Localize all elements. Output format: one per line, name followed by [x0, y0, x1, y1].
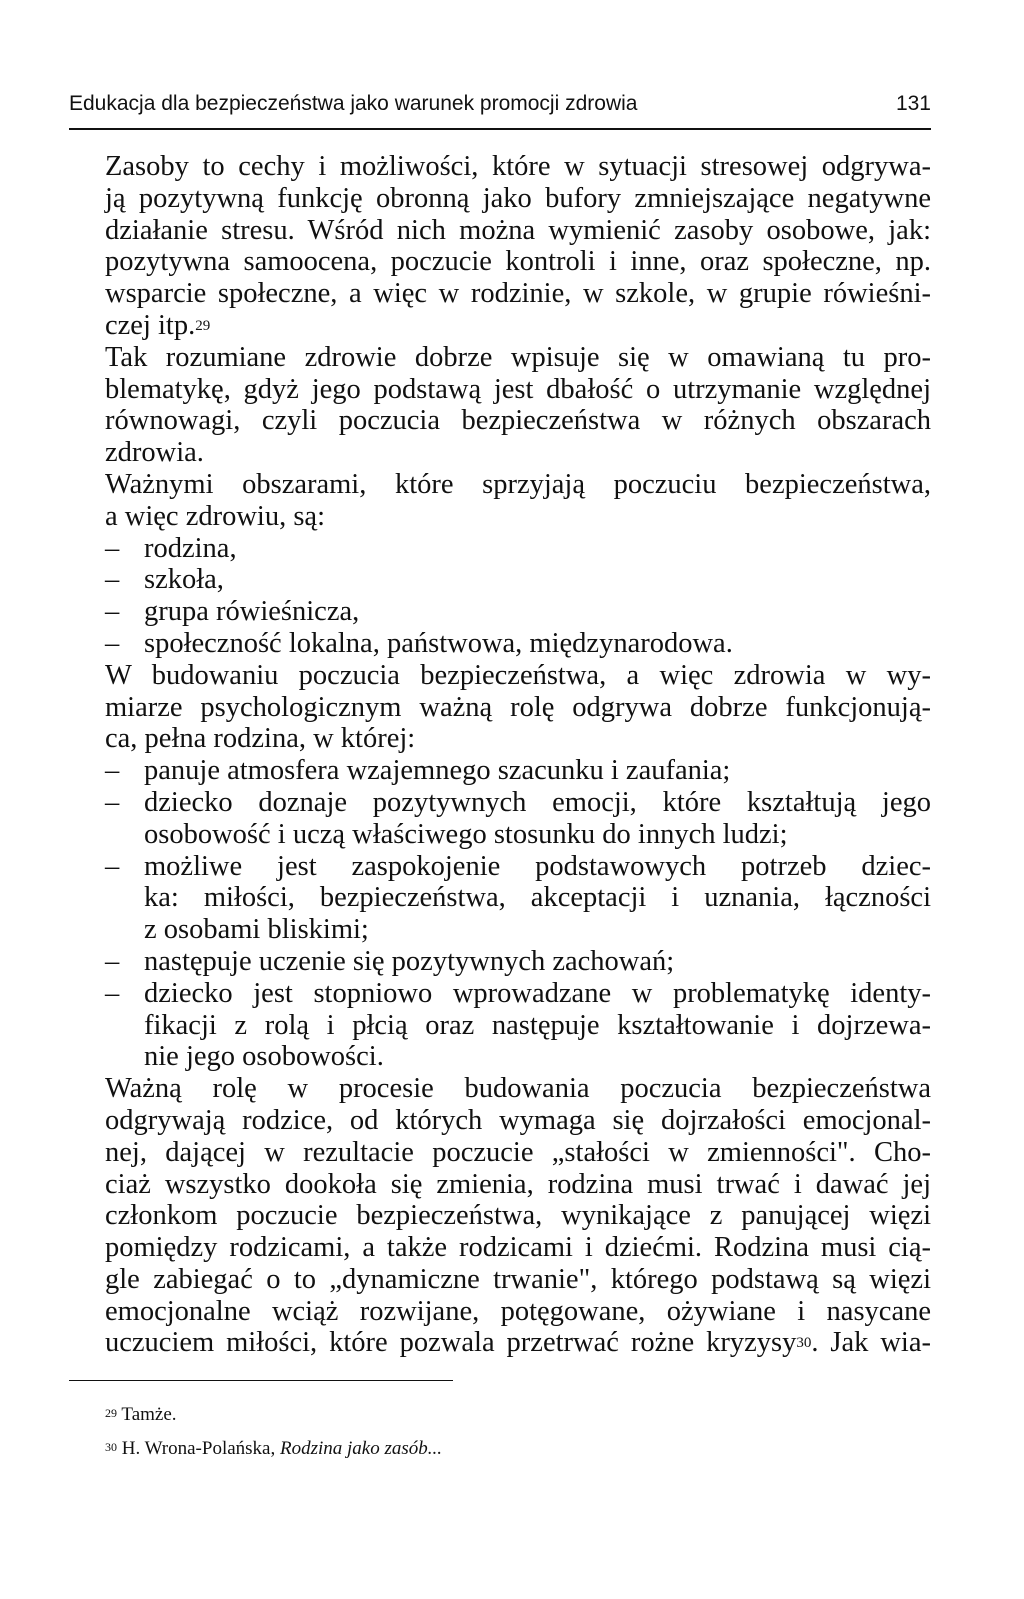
list-item — [69, 851, 931, 946]
page-header — [69, 90, 931, 130]
text-line: członkom poczucie bezpieczeństwa, wynikające z panującej więzi — [105, 1200, 931, 1232]
text-line: zdrowia. — [105, 437, 204, 469]
footnote-title: Rodzina jako zasób... — [280, 1438, 443, 1459]
text-line: Tak rozumiane zdrowie dobrze wpisuje się w omawianą tu pro- — [105, 341, 931, 373]
bullet-list — [69, 755, 931, 1073]
list-item-text: następuje uczenie się pozytywnych zachowań; — [144, 945, 675, 977]
footnote-text: Tamże. — [121, 1404, 177, 1425]
footnote-text: H. Wrona-Polańska, — [121, 1438, 280, 1459]
footnote-reference: 29 — [195, 317, 211, 334]
text-line: równowagi, czyli poczucia bezpieczeństwa w różnych obszarach — [105, 405, 931, 437]
page-number: 131 — [895, 92, 931, 115]
bullet-list — [69, 533, 931, 660]
text-line: nej, dającej w rezultacie poczucie „stałości w zmienności". Cho- — [105, 1136, 931, 1168]
paragraph — [69, 469, 931, 533]
paragraph — [69, 1073, 931, 1359]
text-line: blematykę, gdyż jego podstawą jest dbałość o utrzymanie względnej — [105, 373, 931, 405]
list-item-text: szkoła, — [144, 564, 224, 596]
text-line: Ważnymi obszarami, które sprzyjają poczuciu bezpieczeństwa, — [105, 468, 931, 500]
footnote — [105, 1432, 442, 1466]
dash-bullet: – — [105, 755, 120, 787]
dash-bullet: – — [105, 786, 120, 818]
list-item — [69, 787, 931, 851]
list-item-text: dziecko doznaje pozytywnych emocji, które kształtują jego — [144, 786, 931, 818]
paragraph — [69, 660, 931, 755]
paragraph — [69, 342, 931, 469]
text-line: wsparcie społeczne, a więc w rodzinie, w szkole, w grupie rówieśni- — [105, 278, 931, 310]
list-item-text: ka: miłości, bezpieczeństwa, akceptacji i uznania, łączności — [144, 882, 931, 914]
list-item-text: rodzina, — [144, 532, 237, 564]
running-title: Edukacja dla bezpieczeństwa jako warunek promocji zdrowia — [69, 92, 638, 115]
list-item-text: osobowość i uczą właściwego stosunku do innych ludzi; — [144, 818, 788, 850]
dash-bullet: – — [105, 977, 120, 1009]
list-item — [69, 564, 931, 596]
footnote-reference: 30 — [796, 1335, 812, 1352]
text-line: ciaż wszystko dookoła się zmienia, rodzina musi trwać i dawać jej — [105, 1168, 931, 1200]
list-item — [69, 978, 931, 1073]
footnotes — [105, 1398, 442, 1466]
text-line: a więc zdrowiu, są: — [105, 500, 325, 532]
list-item-text: nie jego osobowości. — [144, 1041, 384, 1073]
text-line: odgrywają rodzice, od których wymaga się dojrzałości emocjonal- — [105, 1104, 931, 1136]
list-item — [69, 628, 931, 660]
list-item-text: społeczność lokalna, państwowa, międzynarodowa. — [144, 627, 733, 659]
list-item — [69, 755, 931, 787]
text-line: działanie stresu. Wśród nich można wymienić zasoby osobowe, jak: — [105, 214, 931, 246]
dash-bullet: – — [105, 627, 120, 659]
footnote-separator — [69, 1380, 453, 1381]
dash-bullet: – — [105, 596, 120, 628]
text-line: gle zabiegać o to „dynamiczne trwanie", którego podstawą są więzi — [105, 1263, 931, 1295]
list-item-text: z osobami bliskimi; — [144, 914, 369, 946]
list-item-text: grupa rówieśnicza, — [144, 596, 360, 628]
list-item-text: możliwe jest zaspokojenie podstawowych potrzeb dziec- — [144, 850, 931, 882]
text-line — [69, 310, 931, 342]
list-item — [69, 946, 931, 978]
text-line: W budowaniu poczucia bezpieczeństwa, a więc zdrowia w wy- — [105, 659, 931, 691]
footnote-number: 29 — [105, 1406, 117, 1420]
text-line: emocjonalne wciąż rozwijane, potęgowane, ożywiane i nasycane — [105, 1295, 931, 1327]
text-line: pomiędzy rodzicami, a także rodzicami i dziećmi. Rodzina musi cią- — [105, 1232, 931, 1264]
text-segment: . Jak wia- — [811, 1327, 931, 1359]
text-line: Ważną rolę w procesie budowania poczucia bezpieczeństwa — [105, 1073, 931, 1105]
text-segment: uczuciem miłości, które pozwala przetrwać rożne kryzysy — [105, 1327, 797, 1359]
text-line: Zasoby to cechy i możliwości, które w sytuacji stresowej odgrywa- — [105, 151, 931, 182]
list-item — [69, 596, 931, 628]
list-item — [69, 533, 931, 565]
text-line: miarze psychologicznym ważną rolę odgrywa dobrze funkcjonują- — [105, 691, 931, 723]
dash-bullet: – — [105, 945, 120, 977]
dash-bullet: – — [105, 532, 120, 564]
dash-bullet: – — [105, 564, 120, 596]
footnote — [105, 1398, 442, 1432]
text-line: ją pozytywną funkcję obronną jako bufory zmniejszające negatywne — [105, 182, 931, 214]
paragraph — [69, 151, 931, 342]
list-item-text: dziecko jest stopniowo wprowadzane w problematykę identy- — [144, 977, 931, 1009]
text-line: pozytywna samoocena, poczucie kontroli i inne, oraz społeczne, np. — [105, 246, 931, 278]
footnote-number: 30 — [105, 1440, 117, 1454]
text-line: ca, pełna rodzina, w której: — [105, 723, 416, 755]
dash-bullet: – — [105, 850, 120, 882]
text-segment: czej itp. — [105, 309, 196, 341]
list-item-text: panuje atmosfera wzajemnego szacunku i zaufania; — [144, 755, 731, 787]
text-line — [69, 1327, 931, 1359]
main-text — [69, 151, 931, 1359]
list-item-text: fikacji z rolą i płcią oraz następuje kształtowanie i dojrzewa- — [144, 1009, 931, 1041]
